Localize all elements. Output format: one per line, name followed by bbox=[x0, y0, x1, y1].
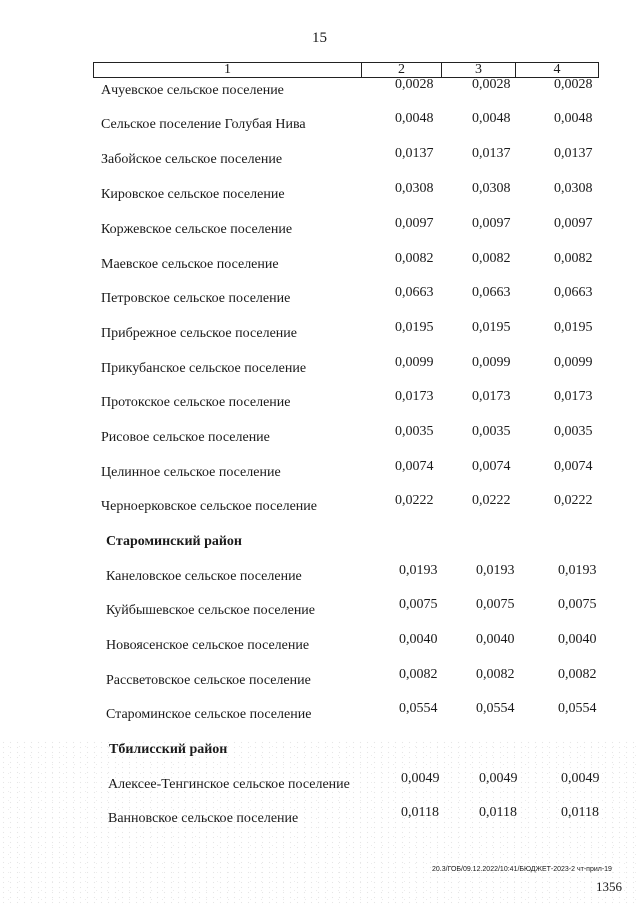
value-cell-col4: 0,0193 bbox=[558, 563, 597, 578]
value-cell-col2: 0,0193 bbox=[399, 563, 438, 578]
settlement-name: Черноерковское сельское поселение bbox=[101, 499, 317, 514]
table-row bbox=[0, 424, 639, 454]
settlement-name: Прибрежное сельское поселение bbox=[101, 326, 297, 341]
settlement-name: Прикубанское сельское поселение bbox=[101, 361, 307, 376]
value-cell-col3: 0,0049 bbox=[479, 771, 518, 786]
value-cell-col4: 0,0028 bbox=[554, 77, 593, 92]
value-cell-col3: 0,0118 bbox=[479, 805, 517, 820]
value-cell-col3: 0,0040 bbox=[476, 632, 515, 647]
value-cell-col2: 0,0040 bbox=[399, 632, 438, 647]
value-cell-col3: 0,0195 bbox=[472, 320, 511, 335]
settlement-name: Староминское сельское поселение bbox=[106, 707, 312, 722]
column-header-4: 4 bbox=[553, 62, 561, 77]
value-cell-col4: 0,0049 bbox=[561, 771, 600, 786]
table-row bbox=[0, 563, 639, 593]
table-row bbox=[0, 251, 639, 281]
value-cell-col3: 0,0137 bbox=[472, 146, 511, 161]
table-row bbox=[0, 805, 639, 835]
value-cell-col3: 0,0097 bbox=[472, 216, 511, 231]
value-cell-col4: 0,0082 bbox=[554, 251, 593, 266]
value-cell-col4: 0,0222 bbox=[554, 493, 593, 508]
column-header-3: 3 bbox=[442, 63, 516, 77]
table-row bbox=[0, 459, 639, 489]
table-row bbox=[0, 701, 639, 731]
value-cell-col3: 0,0308 bbox=[472, 181, 511, 196]
table-row bbox=[0, 355, 639, 385]
settlement-name: Ачуевское сельское поселение bbox=[101, 83, 284, 98]
settlement-name: Канеловское сельское поселение bbox=[106, 569, 302, 584]
section-heading-row bbox=[0, 742, 639, 766]
value-cell-col2: 0,0082 bbox=[399, 667, 438, 682]
value-cell-col4: 0,0040 bbox=[558, 632, 597, 647]
value-cell-col2: 0,0308 bbox=[395, 181, 434, 196]
settlement-name: Коржевское сельское поселение bbox=[101, 222, 293, 237]
value-cell-col3: 0,0082 bbox=[476, 667, 515, 682]
sheet-number: 1356 bbox=[596, 879, 622, 894]
table-row bbox=[0, 597, 639, 627]
value-cell-col2: 0,0195 bbox=[395, 320, 434, 335]
page-number: 15 bbox=[312, 30, 327, 46]
value-cell-col2: 0,0035 bbox=[395, 424, 434, 439]
value-cell-col4: 0,0035 bbox=[554, 424, 593, 439]
settlement-name: Куйбышевское сельское поселение bbox=[106, 603, 316, 618]
value-cell-col3: 0,0028 bbox=[472, 77, 511, 92]
value-cell-col3: 0,0035 bbox=[472, 424, 511, 439]
table-row bbox=[0, 320, 639, 350]
value-cell-col4: 0,0554 bbox=[558, 701, 597, 716]
value-cell-col4: 0,0118 bbox=[561, 805, 599, 820]
table-row bbox=[0, 285, 639, 315]
table-row bbox=[0, 111, 639, 141]
value-cell-col2: 0,0082 bbox=[395, 251, 434, 266]
table-row bbox=[0, 216, 639, 246]
value-cell-col3: 0,0074 bbox=[472, 459, 511, 474]
settlement-name: Рисовое сельское поселение bbox=[101, 430, 270, 445]
value-cell-col3: 0,0222 bbox=[472, 493, 511, 508]
section-heading-row bbox=[0, 534, 639, 558]
value-cell-col2: 0,0075 bbox=[399, 597, 438, 612]
value-cell-col2: 0,0074 bbox=[395, 459, 434, 474]
settlement-name: Кировское сельское поселение bbox=[101, 187, 285, 202]
value-cell-col2: 0,0097 bbox=[395, 216, 434, 231]
value-cell-col2: 0,0137 bbox=[395, 146, 434, 161]
settlement-name: Протокское сельское поселение bbox=[101, 395, 291, 410]
value-cell-col3: 0,0663 bbox=[472, 285, 511, 300]
table-row bbox=[0, 632, 639, 662]
value-cell-col2: 0,0048 bbox=[395, 111, 434, 126]
settlement-name: Рассветовское сельское поселение bbox=[106, 673, 311, 688]
table-row bbox=[0, 77, 639, 107]
table-row bbox=[0, 181, 639, 211]
settlement-name: Ванновское сельское поселение bbox=[108, 811, 299, 826]
settlement-name: Маевское сельское поселение bbox=[101, 257, 279, 272]
column-header-1: 1 bbox=[94, 63, 362, 77]
table-row bbox=[0, 146, 639, 176]
table-row bbox=[0, 389, 639, 419]
value-cell-col4: 0,0663 bbox=[554, 285, 593, 300]
value-cell-col4: 0,0075 bbox=[558, 597, 597, 612]
value-cell-col4: 0,0082 bbox=[558, 667, 597, 682]
value-cell-col2: 0,0554 bbox=[399, 701, 438, 716]
value-cell-col3: 0,0554 bbox=[476, 701, 515, 716]
value-cell-col2: 0,0173 bbox=[395, 389, 434, 404]
value-cell-col2: 0,0663 bbox=[395, 285, 434, 300]
column-header-2: 2 bbox=[362, 63, 442, 77]
settlement-name: Забойское сельское поселение bbox=[101, 152, 283, 167]
table-row bbox=[0, 493, 639, 523]
value-cell-col3: 0,0082 bbox=[472, 251, 511, 266]
value-cell-col3: 0,0173 bbox=[472, 389, 511, 404]
settlement-name: Петровское сельское поселение bbox=[101, 291, 291, 306]
value-cell-col4: 0,0048 bbox=[554, 111, 593, 126]
settlement-name: Целинное сельское поселение bbox=[101, 465, 281, 480]
value-cell-col2: 0,0222 bbox=[395, 493, 434, 508]
value-cell-col2: 0,0049 bbox=[401, 771, 440, 786]
value-cell-col4: 0,0074 bbox=[554, 459, 593, 474]
value-cell-col4: 0,0137 bbox=[554, 146, 593, 161]
settlement-name: Сельское поселение Голубая Нива bbox=[101, 117, 306, 132]
document-stamp: 20.3/ГОБ/09.12.2022/10:41/БЮДЖЕТ-2023-2 чт-прил-19 bbox=[432, 866, 612, 873]
value-cell-col3: 0,0193 bbox=[476, 563, 515, 578]
section-title: Староминский район bbox=[106, 534, 242, 549]
value-cell-col4: 0,0173 bbox=[554, 389, 593, 404]
value-cell-col4: 0,0308 bbox=[554, 181, 593, 196]
value-cell-col4: 0,0195 bbox=[554, 320, 593, 335]
value-cell-col2: 0,0028 bbox=[395, 77, 434, 92]
value-cell-col2: 0,0118 bbox=[401, 805, 439, 820]
value-cell-col4: 0,0099 bbox=[554, 355, 593, 370]
section-title: Тбилисский район bbox=[109, 742, 228, 757]
value-cell-col4: 0,0097 bbox=[554, 216, 593, 231]
value-cell-col3: 0,0099 bbox=[472, 355, 511, 370]
value-cell-col3: 0,0048 bbox=[472, 111, 511, 126]
value-cell-col3: 0,0075 bbox=[476, 597, 515, 612]
settlement-name: Новоясенское сельское поселение bbox=[106, 638, 310, 653]
table-row bbox=[0, 771, 639, 801]
settlement-name: Алексее-Тенгинское сельское поселение bbox=[108, 777, 350, 792]
value-cell-col2: 0,0099 bbox=[395, 355, 434, 370]
table-row bbox=[0, 667, 639, 697]
